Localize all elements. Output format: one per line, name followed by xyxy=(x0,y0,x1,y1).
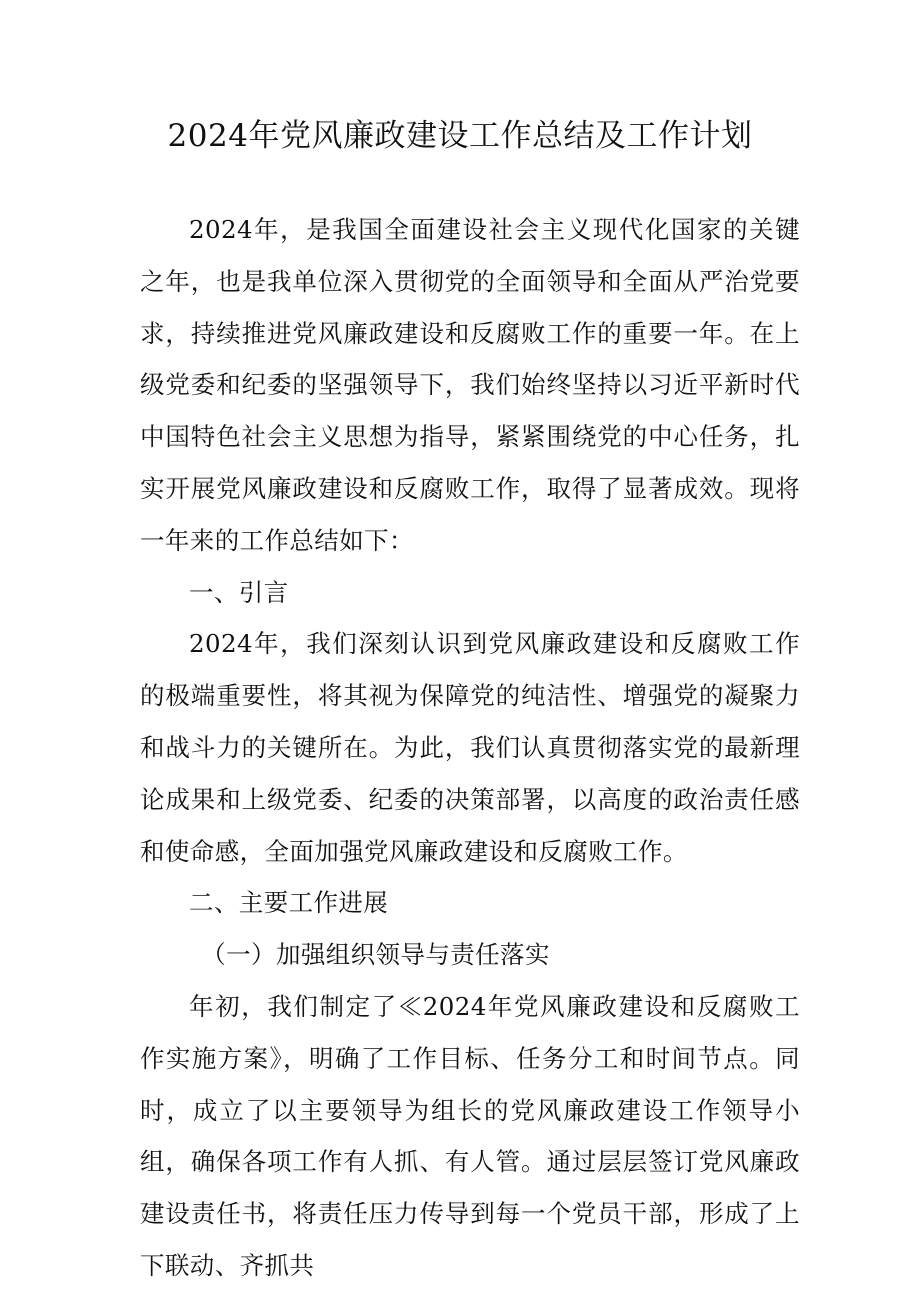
intro-paragraph: 2024年，是我国全面建设社会主义现代化国家的关键之年，也是我单位深入贯彻党的全面领导和全面从严治党要求，持续推进党风廉政建设和反腐败工作的重要一年。在上级党委和纪委的坚强领导下，我们始终坚持以习近平新时代中国特色社会主义思想为指导，紧紧围绕党的中心任务，扎实开展党风廉政建设和反腐败工作，取得了显著成效。现将一年来的工作总结如下： xyxy=(140,215,800,555)
section-heading-introduction: 一、引言 xyxy=(189,577,289,607)
section-heading-main-progress: 二、主要工作进展 xyxy=(189,888,389,918)
document-body xyxy=(140,204,800,1292)
document-title: 2024年党风廉政建设工作总结及工作计划 xyxy=(167,118,753,154)
organization-leadership-paragraph: 年初，我们制定了≪2024年党风廉政建设和反腐败工作实施方案》，明确了工作目标、任务分工和时间节点。同时，成立了以主要领导为组长的党风廉政建设工作领导小组，确保各项工作有人抓、有人管。通过层层签订党风廉政建设责任书，将责任压力传导到每一个党员干部，形成了上下联动、齐抓共 xyxy=(140,991,800,1280)
subsection-heading-organization-leadership: （一）加强组织领导与责任落实 xyxy=(201,940,550,970)
introduction-paragraph: 2024年，我们深刻认识到党风廉政建设和反腐败工作的极端重要性，将其视为保障党的纯洁性、增强党的凝聚力和战斗力的关键所在。为此，我们认真贯彻落实党的最新理论成果和上级党委、纪委的决策部署，以高度的政治责任感和使命感，全面加强党风廉政建设和反腐败工作。 xyxy=(140,629,800,866)
